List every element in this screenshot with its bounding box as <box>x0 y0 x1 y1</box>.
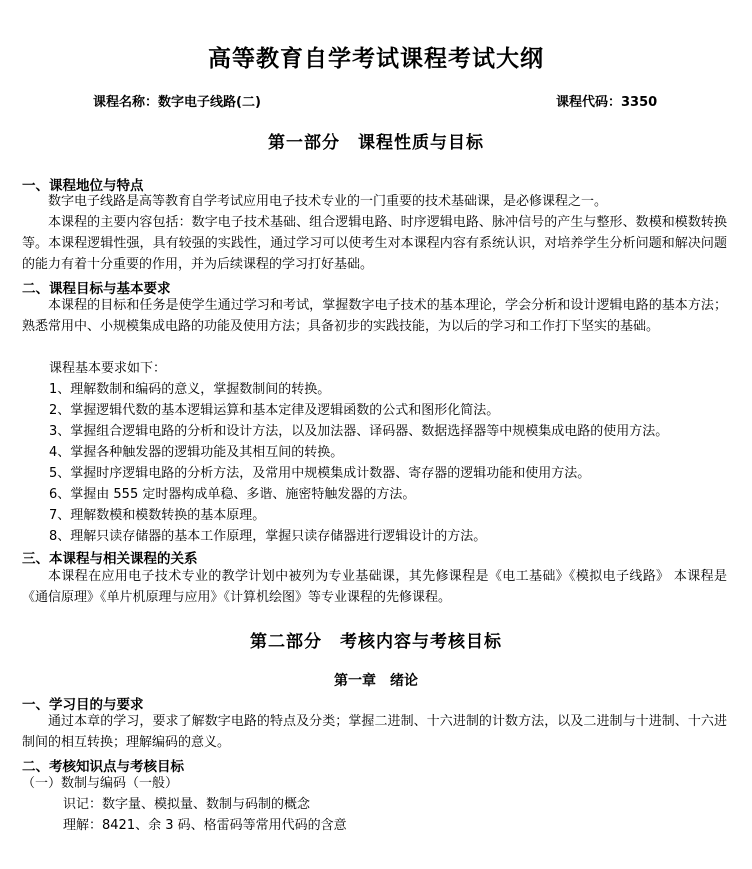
list-item: 5、掌握时序逻辑电路的分析方法，及常用中规模集成计数器、寄存器的逻辑功能和使用方法。 <box>49 466 591 481</box>
part1-section1-para1: 数字电子线路是高等教育自学考试应用电子技术专业的一门重要的技术基础课，是必修课程之一。 <box>48 194 608 209</box>
chapter1-sub1: （一）数制与编码（一般） <box>22 776 179 791</box>
part1-section1-para2: 本课程的主要内容包括：数字电子技术基础、组合逻辑电路、时序逻辑电路、脉冲信号的产生与整形、数模和模数转换等。本课程逻辑性强，具有较强的实践性，通过学习可以使考生对本课程内容有系统认识，对培养学生分析问题和解决问题的能力有着十分重要的作用，并为后续课程的学习打好基础。 <box>22 215 727 272</box>
list-item: 7、理解数模和模数转换的基本原理。 <box>49 508 266 523</box>
chapter1-understand: 理解：8421、余 3 码、格雷码等常用代码的含意 <box>63 818 347 833</box>
chapter1-section1-para1: 通过本章的学习，要求了解数字电路的特点及分类；掌握二进制、十六进制的计数方法，以及二进制与十进制、十六进制间的相互转换；理解编码的意义。 <box>22 714 727 750</box>
chapter1-section2-heading: 二、考核知识点与考核目标 <box>22 759 184 775</box>
part1-section3-para1: 本课程在应用电子技术专业的教学计划中被列为专业基础课，其先修课程是《电工基础》《模拟电子线路》 本课程是《通信原理》《单片机原理与应用》《计算机绘图》等专业课程的先修课程。 <box>22 569 727 605</box>
list-item: 2、掌握逻辑代数的基本逻辑运算和基本定律及逻辑函数的公式和图形化简法。 <box>49 403 500 418</box>
part2-title: 第二部分 考核内容与考核目标 <box>250 632 502 652</box>
chapter1-title: 第一章 绪论 <box>334 673 418 689</box>
list-item: 4、掌握各种触发器的逻辑功能及其相互间的转换。 <box>49 445 344 460</box>
list-item: 3、掌握组合逻辑电路的分析和设计方法，以及加法器、译码器、数据选择器等中规模集成电路的使用方法。 <box>49 424 669 439</box>
course-name: 课程名称：数字电子线路(二) <box>93 95 261 110</box>
part1-section3-heading: 三、本课程与相关课程的关系 <box>22 551 198 567</box>
chapter1-section1-heading: 一、学习目的与要求 <box>22 697 144 713</box>
chapter1-recognize: 识记：数字量、模拟量、数制与码制的概念 <box>63 797 311 812</box>
list-item: 8、理解只读存储器的基本工作原理，掌握只读存储器进行逻辑设计的方法。 <box>49 529 487 544</box>
requirements-intro: 课程基本要求如下： <box>49 361 167 376</box>
part1-section2-para1: 本课程的目标和任务是使学生通过学习和考试，掌握数字电子技术的基本理论，学会分析和设计逻辑电路的基本方法；熟悉常用中、小规模集成电路的功能及使用方法；具备初步的实践技能，为以后的学习和工作打下坚实的基础。 <box>22 298 727 334</box>
part1-section1-heading: 一、课程地位与特点 <box>22 178 144 194</box>
course-code: 课程代码：3350 <box>556 95 658 110</box>
part1-section2-heading: 二、课程目标与基本要求 <box>22 281 171 297</box>
document-title: 高等教育自学考试课程考试大纲 <box>208 46 544 72</box>
part1-title: 第一部分 课程性质与目标 <box>268 133 484 153</box>
requirements-list <box>49 379 668 547</box>
list-item: 1、理解数制和编码的意义，掌握数制间的转换。 <box>49 382 331 397</box>
list-item: 6、掌握由 555 定时器构成单稳、多谐、施密特触发器的方法。 <box>49 487 416 502</box>
